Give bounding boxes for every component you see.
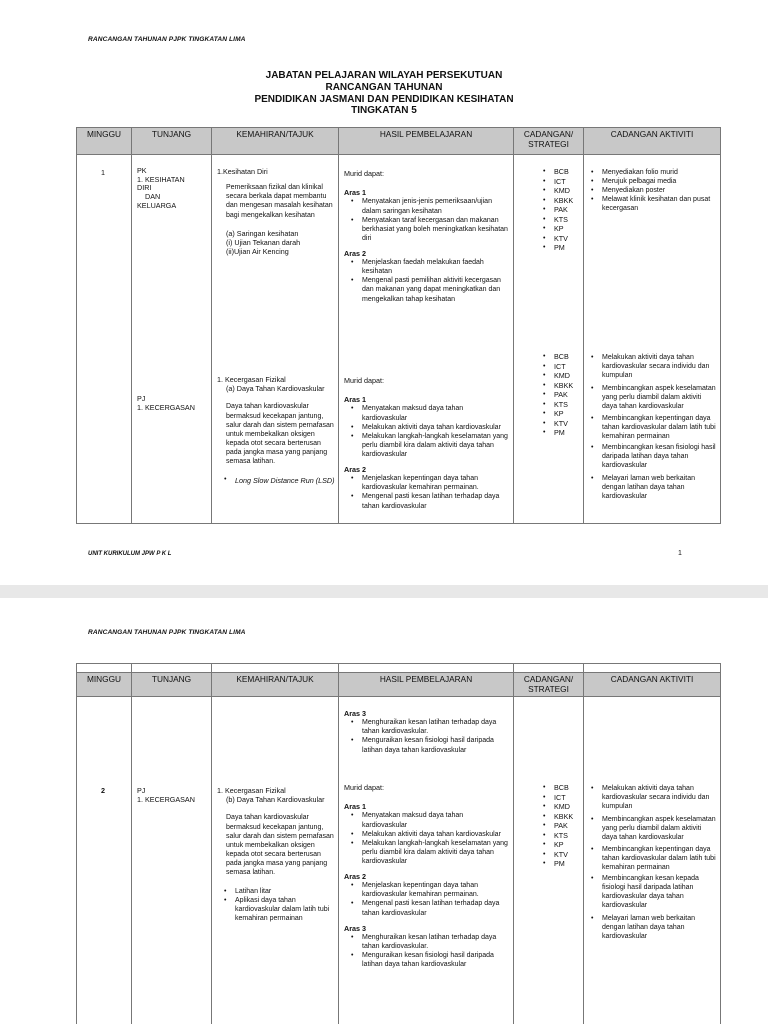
col-header-kemahiran: KEMAHIRAN/TAJUK (212, 128, 339, 155)
murid-dapat: Murid dapat: (344, 376, 384, 385)
learning-outcome: • Menguraikan kesan fisiologi hasil daripada latihan daya tahan kardiovaskular (344, 951, 510, 969)
spacer-cell (132, 664, 212, 673)
hasil-continued (344, 709, 510, 755)
aras-3-label: Aras 3 (344, 709, 366, 718)
tunjang-line: DAN (145, 191, 161, 201)
learning-outcome: • Melakukan langkah-langkah keselamatan yang perlu diambil kira dalam aktiviti daya tahan kardiovaskular (344, 839, 510, 866)
cell-kemahiran (212, 155, 339, 524)
learning-outcome: • Menyatakan jenis-jenis pemeriksaan/ujian dalam saringan kesihatan (344, 197, 510, 215)
cell-minggu (77, 697, 132, 1024)
strategi-item: • PAK (536, 205, 573, 215)
spacer-cell (514, 664, 584, 673)
topic-sub-item: (i) Ujian Tekanan darah (226, 237, 301, 247)
col-header-strategi-line1: CADANGAN/ (523, 129, 574, 139)
learning-outcome: • Melakukan langkah-langkah keselamatan yang perlu diambil kira dalam aktiviti daya tahan kardiovaskular (344, 432, 510, 459)
strategi-item: • KTS (536, 831, 573, 841)
aras-2-list (344, 258, 510, 303)
learning-outcome: • Menghuraikan kesan latihan terhadap daya tahan kardiovaskular. (344, 718, 510, 736)
strategi-list (536, 167, 573, 253)
topic-bullet-item: • Latihan litar (217, 887, 337, 896)
murid-dapat: Murid dapat: (344, 783, 384, 792)
running-header: RANCANGAN TAHUNAN PJPK TINGKATAN LIMA (88, 629, 246, 636)
aras-3-label: Aras 3 (344, 923, 366, 933)
tunjang-line: 1. KECERGASAN (137, 403, 195, 412)
week-number: 1 (101, 168, 105, 177)
table-row-week-2 (77, 697, 721, 1024)
strategi-item: • KP (536, 409, 573, 419)
tunjang-kesihatan (137, 167, 185, 210)
aktiviti-list (589, 784, 717, 942)
hasil-kecergasan (344, 376, 510, 511)
document-page-2 (0, 598, 768, 1024)
aras-3-list (344, 933, 510, 969)
tunjang-kecergasan (137, 786, 195, 804)
aktiviti-list (589, 168, 717, 213)
cell-tunjang (132, 697, 212, 1024)
aras-2-list (344, 474, 510, 510)
col-header-strategi-line1: CADANGAN/ (523, 674, 574, 684)
strategi-item: • KP (536, 224, 573, 234)
topic-description: Daya tahan kardiovaskular bermaksud kecekapan jantung, salur darah dan sistem pernafasan untuk membekalkan oksigen kepada otot secara berterusan pada jangka masa yang panjang semasa latihan. (226, 403, 334, 465)
learning-outcome: • Menjelaskan kepentingan daya tahan kardiovaskular kemahiran permainan. (344, 881, 510, 899)
aras-2-label: Aras 2 (344, 872, 366, 881)
aras-3-list (344, 718, 510, 754)
strategi-item: • BCB (536, 167, 573, 177)
tunjang-code: PJ (137, 786, 146, 795)
murid-dapat: Murid dapat: (344, 169, 384, 178)
strategi-item: • KBKK (536, 381, 573, 391)
strategi-item: • KBKK (536, 812, 573, 822)
cell-aktiviti (584, 697, 721, 1024)
learning-outcome: • Menjelaskan faedah melakukan faedah kesihatan (344, 258, 510, 276)
aktiviti-item: • Membincangkan kesan kepada fisiologi hasil daripada latihan kardiovaskular daya tahan kardiovaskular (589, 874, 717, 910)
learning-outcome: • Melakukan aktiviti daya tahan kardiovaskular (344, 830, 510, 839)
topic-bullet-item: • Aplikasi daya tahan kardiovaskular dalam latih tubi kemahiran permainan (217, 896, 337, 923)
learning-outcome: • Menyatakan maksud daya tahan kardiovaskular (344, 811, 510, 829)
aktiviti-item: • Melayari laman web berkaitan dengan latihan daya tahan kardiovaskular (589, 914, 717, 941)
aktiviti-item: • Membincangkan aspek keselamatan yang perlu diambil dalam aktiviti daya tahan kardiovaskular (589, 384, 717, 411)
aras-2-label: Aras 2 (344, 248, 366, 258)
col-header-tunjang: TUNJANG (132, 673, 212, 697)
cell-tunjang (132, 155, 212, 524)
topic-bullets (217, 476, 337, 485)
aktiviti-item: • Menyediakan folio murid (589, 168, 717, 177)
aktiviti-item: • Membincangkan kepentingan daya tahan kardiovaskular dalam latih tubi kemahiran permainan (589, 845, 717, 872)
aras-2-label: Aras 2 (344, 465, 366, 474)
topic-kecergasan (217, 786, 337, 923)
topic-sub-item: (ii)Ujian Air Kencing (226, 247, 289, 257)
plan-table-page-1 (76, 127, 721, 524)
strategi-item: • KTV (536, 234, 573, 244)
strategi-item: • KTS (536, 400, 573, 410)
strategi-item: • PAK (536, 390, 573, 400)
strategi-item: • KMD (536, 802, 573, 812)
aktiviti-item: • Melakukan aktiviti daya tahan kardiovaskular secara individu dan kumpulan (589, 353, 717, 380)
strategi-list (536, 783, 573, 869)
col-header-strategi (514, 128, 584, 155)
col-header-hasil: HASIL PEMBELAJARAN (339, 128, 514, 155)
col-header-strategi-line2: STRATEGI (528, 683, 569, 694)
cell-hasil (339, 697, 514, 1024)
aras-1-label: Aras 1 (344, 188, 366, 198)
aras-1-label: Aras 1 (344, 395, 366, 405)
cell-aktiviti (584, 155, 721, 524)
cell-strategi (514, 155, 584, 524)
spacer-cell (584, 664, 721, 673)
document-title (0, 70, 768, 117)
tunjang-code: PK (137, 166, 147, 175)
table-header-row (77, 673, 721, 697)
cell-hasil (339, 155, 514, 524)
page-number: 1 (678, 550, 682, 557)
title-line-2: RANCANGAN TAHUNAN (325, 81, 443, 93)
strategi-item: • PAK (536, 821, 573, 831)
tunjang-line: DIRI (137, 183, 152, 193)
strategi-item: • KTV (536, 419, 573, 429)
aras-1-list (344, 811, 510, 866)
cell-strategi (514, 697, 584, 1024)
spacer-cell (212, 664, 339, 673)
col-header-strategi-line2: STRATEGI (528, 138, 569, 149)
title-line-1: JABATAN PELAJARAN WILAYAH PERSEKUTUAN (265, 70, 503, 81)
strategi-item: • PM (536, 428, 573, 438)
topic-subtitle: (b) Daya Tahan Kardiovaskular (226, 795, 325, 805)
topic-description: Pemeriksaan fizikal dan klinikal secara berkala dapat membantu dan mengesan masalah kesihatan bagi mengekalkan kesihatan (226, 184, 333, 219)
strategi-item: • PM (536, 859, 573, 869)
topic-title: 1. Kecergasan Fizikal (217, 375, 286, 384)
topic-kecergasan (217, 375, 337, 485)
running-footer: UNIT KURIKULUM JPW P K L (88, 551, 172, 557)
plan-table-page-2 (76, 663, 721, 1024)
learning-outcome: • Mengenal pasti kesan latihan terhadap daya tahan kardiovaskular (344, 492, 510, 510)
topic-subtitle: (a) Daya Tahan Kardiovaskular (226, 384, 325, 394)
tunjang-line: 1. KESIHATAN (137, 174, 185, 184)
strategi-item: • KMD (536, 186, 573, 196)
aktiviti-item: • Membincangkan kepentingan daya tahan kardiovaskular dalam latih tubi kemahiran permainan (589, 414, 717, 441)
topic-sublist (217, 229, 335, 257)
aras-1-list (344, 404, 510, 459)
col-header-strategi (514, 673, 584, 697)
strategi-item: • KTV (536, 850, 573, 860)
tunjang-code: PJ (137, 394, 146, 403)
table-header-row (77, 128, 721, 155)
topic-bullets (217, 887, 337, 923)
aktiviti-item: • Melawat klinik kesihatan dan pusat kecergasan (589, 195, 717, 213)
running-header: RANCANGAN TAHUNAN PJPK TINGKATAN LIMA (88, 36, 246, 43)
aras-1-label: Aras 1 (344, 802, 366, 812)
week-number: 2 (101, 786, 105, 795)
strategi-item: • KMD (536, 371, 573, 381)
strategi-list (536, 352, 573, 438)
tunjang-kecergasan (137, 394, 195, 412)
aktiviti-item: • Melakukan aktiviti daya tahan kardiovaskular secara individu dan kumpulan (589, 784, 717, 811)
learning-outcome: • Menguraikan kesan fisiologi hasil daripada latihan daya tahan kardiovaskular (344, 736, 510, 754)
aktiviti-list (589, 353, 717, 501)
strategi-item: • ICT (536, 362, 573, 372)
col-header-minggu: MINGGU (77, 673, 132, 697)
topic-sub-item: (a) Saringan kesihatan (226, 228, 299, 238)
table-row-week-1 (77, 155, 721, 524)
tunjang-line: 1. KECERGASAN (137, 795, 195, 804)
col-header-minggu: MINGGU (77, 128, 132, 155)
table-spacer-row (77, 664, 721, 673)
learning-outcome: • Menjelaskan kepentingan daya tahan kardiovaskular kemahiran permainan. (344, 474, 510, 492)
topic-title: 1. Kecergasan Fizikal (217, 786, 286, 795)
title-line-3: PENDIDIKAN JASMANI DAN PENDIDIKAN KESIHATAN (254, 93, 514, 105)
spacer-cell (339, 664, 514, 673)
col-header-hasil: HASIL PEMBELAJARAN (339, 673, 514, 697)
topic-bullet-item: • Long Slow Distance Run (LSD) (217, 476, 337, 485)
aktiviti-item: • Menyediakan poster (589, 186, 717, 195)
title-line-4: TINGKATAN 5 (351, 105, 417, 117)
strategi-item: • ICT (536, 177, 573, 187)
learning-outcome: • Menyatakan maksud daya tahan kardiovaskular (344, 404, 510, 422)
hasil-kesihatan (344, 169, 510, 304)
topic-kesihatan (217, 167, 335, 256)
learning-outcome: • Mengenal pasti pemilihan aktiviti kecergasan dan makanan yang dapat meningkatkan dan mengekalkan tahap kesihatan (344, 276, 510, 303)
aktiviti-item: • Melayari laman web berkaitan dengan latihan daya tahan kardiovaskular (589, 474, 717, 501)
learning-outcome: • Menghuraikan kesan latihan terhadap daya tahan kardiovaskular. (344, 933, 510, 951)
strategi-item: • KTS (536, 215, 573, 225)
topic-title: 1.Kesihatan Diri (217, 167, 268, 176)
col-header-aktiviti: CADANGAN AKTIVITI (584, 673, 721, 697)
aktiviti-item: • Membincangkan aspek keselamatan yang perlu diambil dalam aktiviti daya tahan kardiovaskular (589, 815, 717, 842)
learning-outcome: • Melakukan aktiviti daya tahan kardiovaskular (344, 423, 510, 432)
topic-description: Daya tahan kardiovaskular bermaksud kecekapan jantung, salur darah dan sistem pernafasan untuk membekalkan oksigen kepada otot secara berterusan pada jangka masa yang panjang semasa latihan. (226, 814, 334, 876)
strategi-item: • KBKK (536, 196, 573, 206)
aktiviti-item: • Membincangkan kesan fisiologi hasil daripada latihan daya tahan kardiovaskular (589, 443, 717, 470)
col-header-tunjang: TUNJANG (132, 128, 212, 155)
cell-kemahiran (212, 697, 339, 1024)
strategi-item: • PM (536, 243, 573, 253)
aktiviti-item: • Merujuk pelbagai media (589, 177, 717, 186)
strategi-item: • BCB (536, 783, 573, 793)
col-header-kemahiran: KEMAHIRAN/TAJUK (212, 673, 339, 697)
cell-minggu (77, 155, 132, 524)
col-header-aktiviti: CADANGAN AKTIVITI (584, 128, 721, 155)
spacer-cell (77, 664, 132, 673)
hasil-kecergasan (344, 783, 510, 969)
aras-1-list (344, 197, 510, 242)
strategi-item: • ICT (536, 793, 573, 803)
strategi-item: • BCB (536, 352, 573, 362)
tunjang-line: KELUARGA (137, 200, 177, 210)
learning-outcome: • Mengenal pasti kesan latihan terhadap daya tahan kardiovaskular (344, 899, 510, 917)
learning-outcome: • Menyatakan taraf kecergasan dan makanan berkhasiat yang boleh meningkatkan kesihatan diri (344, 216, 510, 243)
strategi-item: • KP (536, 840, 573, 850)
aras-2-list (344, 881, 510, 917)
